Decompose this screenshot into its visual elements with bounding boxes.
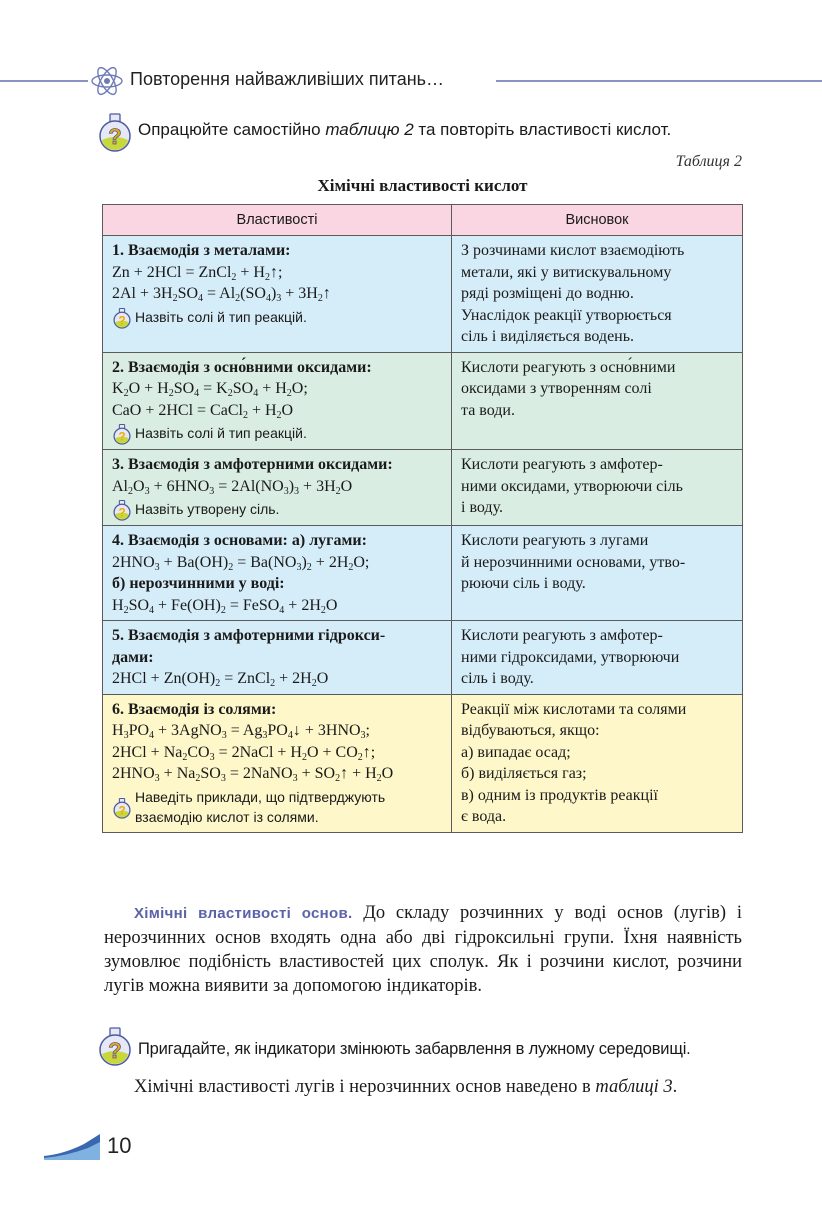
conclusion-cell: Кислоти реагують з амфотер- ними гідроксидами, утворюючи сіль і воду. xyxy=(452,621,743,695)
table-label: Таблиця 2 xyxy=(675,153,742,170)
reminder-question: Пригадайте, як індикатори змінюють забарвлення в лужному середовищі. xyxy=(138,1040,691,1058)
equation: $K_2O + H_2SO_4 = K_2SO_4 + H_2O$; xyxy=(112,380,308,399)
property-cell: 1. Взаємодія з металами: Zn + 2HCl = ZnCl$_2$ + $H_2↑$; $2Al + 3H_2SO_4 = Al_2(SO_4)_3$ + $3H_2↑$ ? Назвіть солі й тип реакцій. xyxy=(103,236,452,353)
table-row xyxy=(103,352,743,450)
column-header-properties: Властивості xyxy=(103,205,452,236)
table-title: Хімічні властивості кислот xyxy=(317,176,528,195)
conclusion-cell: Реакції між кислотами та солями відбуваються, якщо: а) випадає осад; б) виділяється газ; в) одним із продуктів реакції є вода. xyxy=(452,694,743,832)
conclusion-cell: З розчинами кислот взаємодіють метали, які у витискувальному ряді розміщені до водню. Унаслідок реакції утворюється сіль і виділяється водень. xyxy=(452,236,743,353)
acid-properties-table xyxy=(102,204,743,833)
svg-text:?: ? xyxy=(118,804,126,817)
svg-text:?: ? xyxy=(118,314,126,327)
column-header-conclusion: Висновок xyxy=(452,205,743,236)
hint: ? Назвіть утворену сіль. xyxy=(112,499,445,521)
equation: Zn + 2HCl = ZnCl$_2$ + $H_2↑$; xyxy=(112,263,283,283)
conclusion-cell: Кислоти реагують з амфотер- ними оксидами, утворюючи сіль і воду. xyxy=(452,450,743,526)
equation: CaO + 2HCl = CaCl$_2$ + $H_2O$ xyxy=(112,401,294,421)
property-cell: 2. Взаємодія з осно́вними оксидами: $K_2O + H_2SO_4 = K_2SO_4 + H_2O$; CaO + 2HCl = CaCl$_2$ + $H_2O$ ? Назвіть солі й тип реакцій. xyxy=(103,352,452,450)
question-flask-icon xyxy=(112,797,132,819)
svg-text:?: ? xyxy=(118,431,126,444)
hint: ? Назвіть солі й тип реакцій. xyxy=(112,423,445,445)
task-instruction: Опрацюйте самостійно таблицю 2 та повторіть властивості кислот. xyxy=(138,120,672,139)
page-wave-icon xyxy=(44,1134,102,1160)
equation: $H_2SO_4 + Fe(OH)_2$ = FeSO$_4$ + $2H_2O$ xyxy=(112,596,338,616)
section-keyword: Хімічні властивості основ. xyxy=(134,905,353,922)
hint: ? Назвіть солі й тип реакцій. xyxy=(112,307,445,329)
question-flask-icon xyxy=(96,1026,134,1066)
property-cell: 6. Взаємодія із солями: $H_3PO_4$ + 3AgNO$_3$ = $Ag_3PO_4↓ + 3HNO_3$; $2HCl + Na_2CO_3$ = 2NaCl + $H_2O$ + $CO_2↑$; $2HNO_3 + Na_2SO_3$ = 2NaNO$_3$ + $SO_2↑ + H_2O$ ? Наведіть приклади, що підтверджують взаємодію кислот із солями. xyxy=(103,694,452,832)
paragraph-closing: Хімічні властивості лугів і нерозчинних основ наведено в таблиці 3. xyxy=(134,1077,678,1097)
atom-icon xyxy=(90,64,124,98)
page-number: 10 xyxy=(107,1133,132,1158)
table-row xyxy=(103,526,743,621)
equation: $2Al + 3H_2SO_4 = Al_2(SO_4)_3$ + $3H_2↑$ xyxy=(112,285,331,304)
table-header-row xyxy=(103,205,743,236)
table-row xyxy=(103,694,743,832)
header-title: Повторення найважливіших питань… xyxy=(130,69,445,89)
question-flask-icon xyxy=(112,307,132,329)
svg-text:?: ? xyxy=(118,507,126,520)
property-cell: 4. Взаємодія з основами: а) лугами: $2HNO_3 + Ba(OH)_2 = Ba(NO_3)_2 + 2H_2O$; б) нерозчинними у воді: $H_2SO_4 + Fe(OH)_2$ = FeSO$_4$ + $2H_2O$ xyxy=(103,526,452,621)
property-cell: 3. Взаємодія з амфотерними оксидами: $Al_2O_3 + 6HNO_3 = 2Al(NO_3)_3 + 3H_2O$ ? Назвіть утворену сіль. xyxy=(103,450,452,526)
table-row xyxy=(103,236,743,353)
svg-text:?: ? xyxy=(108,1038,122,1063)
equation: $Al_2O_3 + 6HNO_3 = 2Al(NO_3)_3 + 3H_2O$ xyxy=(112,477,353,497)
equation: $2HNO_3 + Ba(OH)_2 = Ba(NO_3)_2 + 2H_2O$; xyxy=(112,553,370,573)
question-flask-icon xyxy=(112,499,132,521)
paragraph-base-properties: Хімічні властивості основ. До складу розчинних у воді основ (лугів) і нерозчинних основ входять одна або дві гідроксильні групи. Їхня наявність зумовлює подібність властивостей цих сполук. Як і розчини кислот, розчини лугів можна виявити за допомогою індикаторів. xyxy=(104,903,742,996)
equation: $2HCl + Na_2CO_3$ = 2NaCl + $H_2O$ + $CO_2↑$; xyxy=(112,743,376,763)
equation: $2HNO_3 + Na_2SO_3$ = 2NaNO$_3$ + $SO_2↑ + H_2O$ xyxy=(112,765,394,784)
svg-text:?: ? xyxy=(108,124,122,149)
equation: $2HCl + Zn(OH)_2$ = ZnCl$_2$ + $2H_2O$ xyxy=(112,670,329,689)
conclusion-cell: Кислоти реагують з осно́вними оксидами з утворенням солі та води. xyxy=(452,352,743,450)
header-rule-right xyxy=(496,80,822,82)
question-flask-icon xyxy=(112,423,132,445)
table-row xyxy=(103,621,743,695)
property-cell: 5. Взаємодія з амфотерними гідрокси- дами: $2HCl + Zn(OH)_2$ = ZnCl$_2$ + $2H_2O$ xyxy=(103,621,452,695)
equation: $H_3PO_4$ + 3AgNO$_3$ = $Ag_3PO_4↓ + 3HNO_3$; xyxy=(112,722,370,741)
table-row xyxy=(103,450,743,526)
question-flask-icon xyxy=(96,112,134,152)
header-rule-left xyxy=(0,80,88,82)
conclusion-cell: Кислоти реагують з лугами й нерозчинними основами, утво- рюючи сіль і воду. xyxy=(452,526,743,621)
hint: ? Наведіть приклади, що підтверджують взаємодію кислот із солями. xyxy=(112,787,445,827)
